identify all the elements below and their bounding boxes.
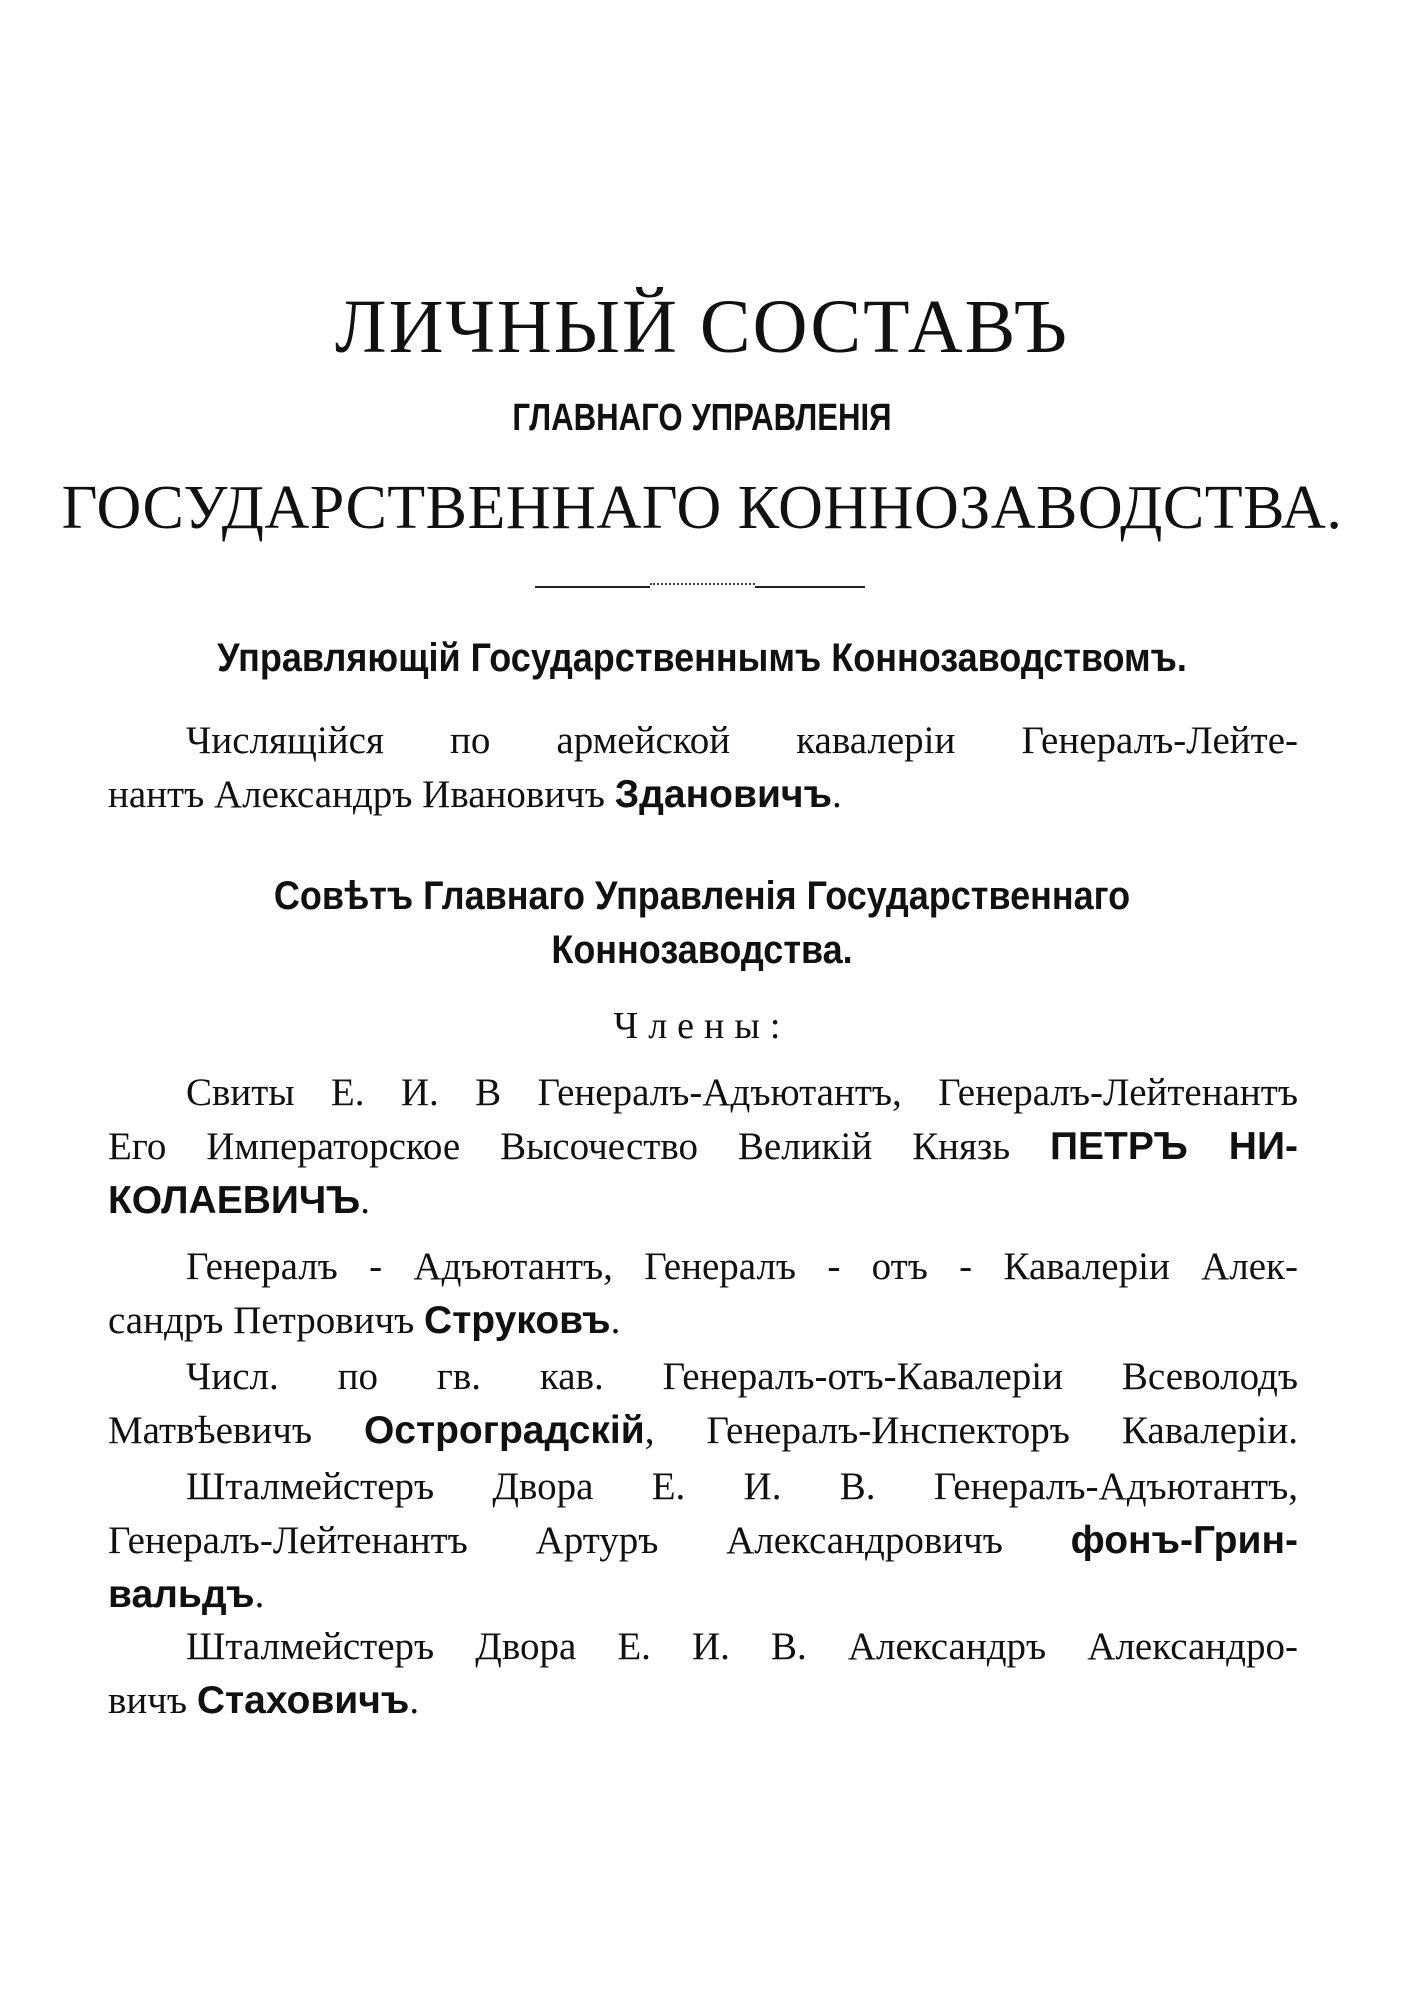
member-4-line-3 [108,1568,1298,1622]
member-3-line-2 [108,1404,1298,1458]
member-5-line-1: Шталмейстеръ Двора Е. И. В. Александръ Александро- [186,1625,1298,1668]
member-5-line-2 [108,1674,1298,1728]
member-entry [108,1460,1298,1622]
member-5-text: вичъ [108,1679,197,1722]
manager-paragraph [108,714,1298,822]
manager-surname: Здановичъ [614,773,832,816]
member-3-name: Остроградскій [363,1409,645,1452]
punct: . [360,1179,370,1222]
page-title: ЛИЧНЫЙ СОСТАВЪ [335,285,1069,369]
section-heading-council: Совѣтъ Главнаго Управленія Государственнаго [273,874,1131,918]
section-heading-council-2: Коннозаводства. [551,928,853,972]
member-1-name: ПЕТРЪ НИ- [1050,1125,1298,1168]
member-1-text: Его Императорское Высочество Великій Князь [108,1125,1051,1168]
member-3-text: Матвѣевичъ [108,1409,364,1452]
member-4-name: фонъ-Грин- [1070,1519,1298,1562]
member-1-name-end: КОЛАЕВИЧЪ [108,1179,361,1222]
title-divider-dots [650,583,755,591]
manager-line-1: Числящійся по армейской кавалеріи Генералъ-Лейте- [186,719,1298,762]
member-4-line-2 [108,1514,1298,1568]
punct: . [610,1299,621,1342]
member-entry [108,1620,1298,1728]
member-entry [108,1066,1298,1228]
member-entry [108,1240,1298,1348]
member-3-title: , Генералъ-Инспекторъ Кавалеріи. [644,1409,1298,1452]
member-1-line-3 [108,1174,1298,1228]
member-2-line-2 [108,1294,1298,1348]
member-1-line-2 [108,1120,1298,1174]
member-4-line-1: Шталмейстеръ Двора Е. И. В. Генералъ-Адъютантъ, [186,1465,1298,1508]
punct: . [409,1679,420,1722]
page-title-line3: ГОСУДАРСТВЕННАГО КОННОЗАВОДСТВА. [61,474,1343,542]
member-3-line-1: Числ. по гв. кав. Генералъ-отъ-Кавалеріи Всеволодъ [186,1355,1298,1398]
page-subtitle: ГЛАВНАГО УПРАВЛЕНІЯ [512,397,892,439]
member-4-name-end: вальдъ [108,1573,255,1616]
member-1-line-1: Свиты Е. И. В Генералъ-Адъютантъ, Генералъ-Лейтенантъ [186,1071,1298,1114]
member-4-text: Генералъ-Лейтенантъ Артуръ Александровичъ [108,1519,1071,1562]
section-heading-manager: Управляющій Государственнымъ Коннозаводствомъ. [217,636,1187,680]
members-label: Члены: [613,1005,791,1047]
manager-line-2 [108,768,1298,822]
member-2-line-1: Генералъ - Адъютантъ, Генералъ - отъ - Кавалеріи Алек- [186,1245,1298,1288]
punct: . [832,773,842,816]
member-5-name: Стаховичъ [196,1679,410,1722]
member-2-name: Струковъ [424,1299,611,1342]
member-2-text: сандръ Петровичъ [108,1299,425,1342]
punct: . [254,1573,265,1616]
member-entry [108,1350,1298,1458]
manager-name-text: нантъ Александръ Ивановичъ [108,773,615,816]
